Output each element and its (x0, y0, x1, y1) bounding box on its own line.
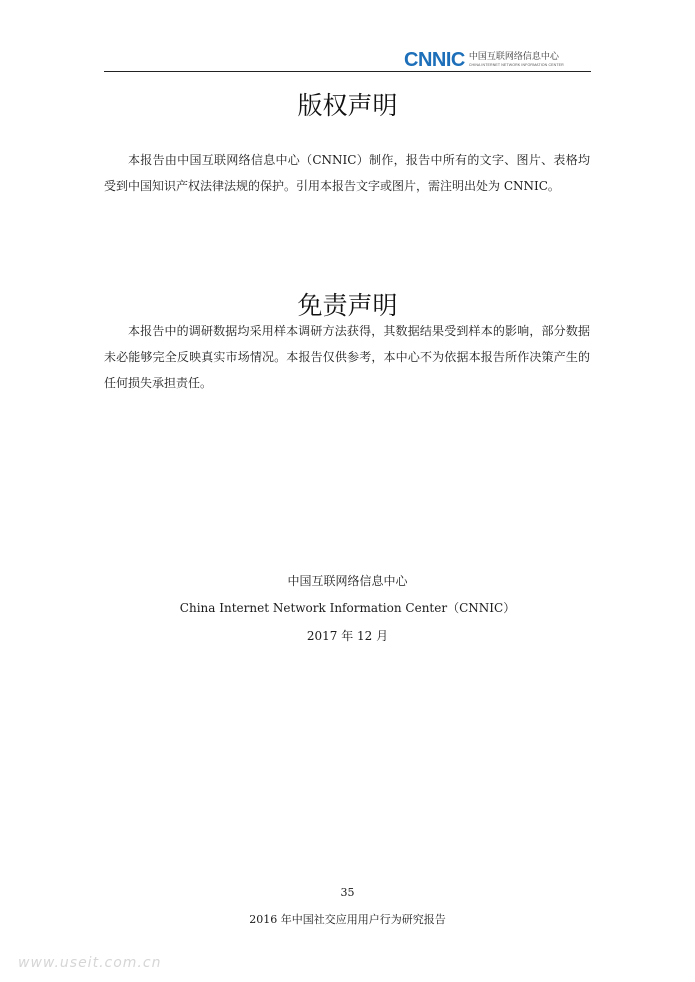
site-watermark: www.useit.com.cn (18, 955, 162, 971)
header-divider (104, 71, 591, 72)
copyright-heading: 版权声明 (297, 91, 398, 120)
copyright-paragraph: 本报告由中国互联网络信息中心（CNNIC）制作，报告中所有的文字、图片、表格均受到中国知识产权法律法规的保护。引用本报告文字或图片，需注明出处为 CNNIC。 (104, 153, 590, 193)
publish-date: 2017 年 12 月 (306, 629, 389, 643)
footer-report-title: 2016 年中国社交应用用户行为研究报告 (249, 913, 446, 926)
disclaimer-heading: 免责声明 (297, 291, 398, 320)
publisher-name-en: China Internet Network Information Center（CNNIC） (179, 601, 516, 615)
cnnic-logo (404, 50, 590, 70)
disclaimer-paragraph: 本报告中的调研数据均采用样本调研方法获得，其数据结果受到样本的影响，部分数据未必能够完全反映真实市场情况。本报告仅供参考，本中心不为依据本报告所作决策产生的任何损失承担责任。 (104, 324, 590, 390)
logo-mark: CNNIC (404, 49, 465, 71)
logo-english-name: CHINA INTERNET NETWORK INFORMATION CENTER (468, 63, 564, 67)
publisher-name-cn: 中国互联网络信息中心 (287, 574, 408, 588)
logo-text (469, 52, 564, 68)
page-number: 35 (340, 886, 355, 899)
logo-chinese-name: 中国互联网络信息中心 (468, 52, 559, 62)
